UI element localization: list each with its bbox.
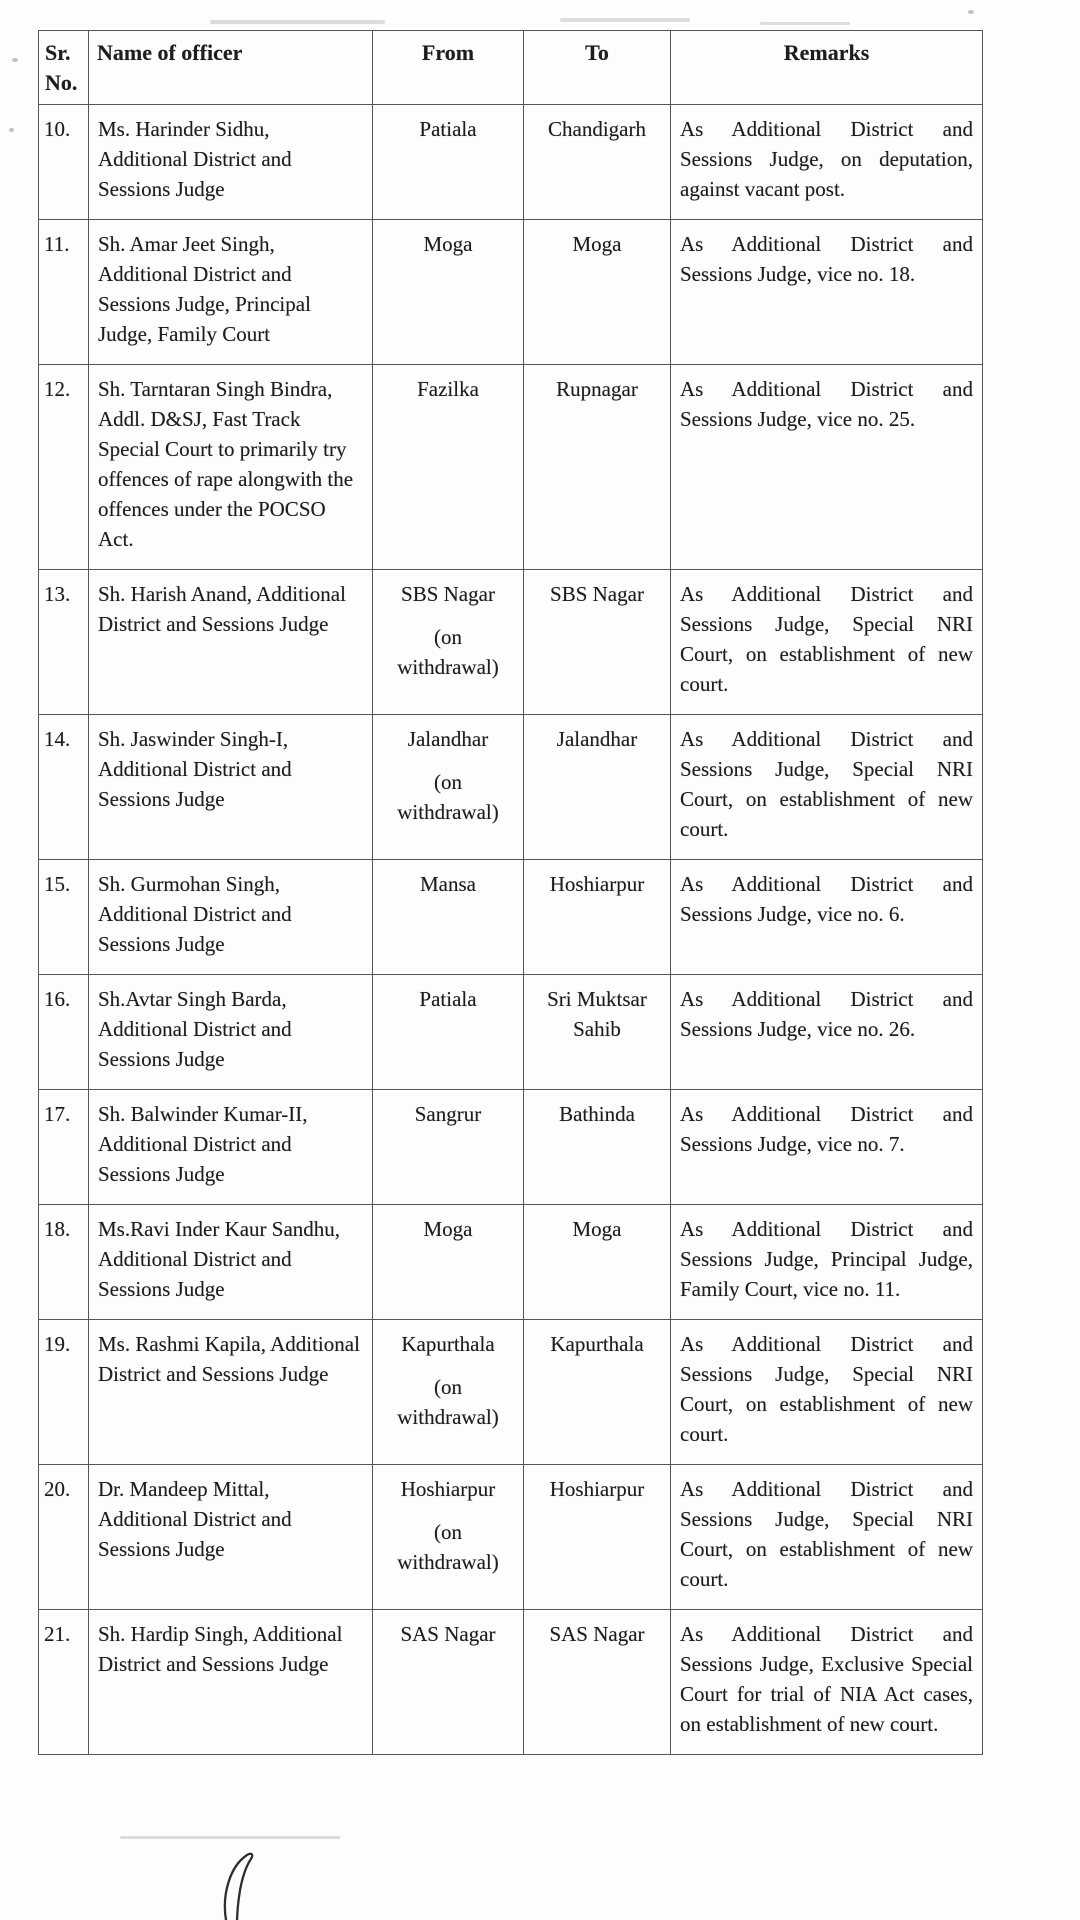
cell-sr: 17. [39,1090,89,1205]
scan-smudge [760,22,850,25]
cell-sr: 10. [39,105,89,220]
from-withdrawal-note: (on withdrawal) [397,1375,499,1429]
cell-from [373,1090,524,1205]
table-body [39,105,983,1755]
table-row [39,975,983,1090]
from-location: Mansa [420,872,476,896]
cell-to: Moga [524,1205,671,1320]
cell-officer-name: Sh.Avtar Singh Barda, Additional District and Sessions Judge [89,975,373,1090]
table-row [39,1090,983,1205]
table-row [39,860,983,975]
cell-sr: 21. [39,1610,89,1755]
cell-sr: 14. [39,715,89,860]
cell-officer-name: Sh. Jaswinder Singh-I, Additional District and Sessions Judge [89,715,373,860]
cell-from [373,975,524,1090]
from-location: Moga [423,232,473,256]
cell-to: Hoshiarpur [524,860,671,975]
scan-smudge [120,1836,340,1839]
cell-to: Sri Muktsar Sahib [524,975,671,1090]
scan-speck [12,58,18,62]
cell-to: Jalandhar [524,715,671,860]
table-row [39,1205,983,1320]
table-row [39,570,983,715]
cell-from [373,1465,524,1610]
cell-officer-name: Sh. Tarntaran Singh Bindra, Addl. D&SJ, Fast Track Special Court to primarily try offences of rape alongwith the offences under the POCSO Act. [89,365,373,570]
cell-sr: 11. [39,220,89,365]
cell-from [373,1205,524,1320]
cell-officer-name: Ms.Ravi Inder Kaur Sandhu, Additional District and Sessions Judge [89,1205,373,1320]
cell-remarks: As Additional District and Sessions Judge, vice no. 18. [671,220,983,365]
from-location: Fazilka [417,377,479,401]
table-row [39,105,983,220]
from-location: Kapurthala [401,1332,495,1356]
cell-officer-name: Ms. Rashmi Kapila, Additional District and Sessions Judge [89,1320,373,1465]
cell-remarks: As Additional District and Sessions Judge, Principal Judge, Family Court, vice no. 11. [671,1205,983,1320]
cell-sr: 18. [39,1205,89,1320]
cell-remarks: As Additional District and Sessions Judge, Special NRI Court, on establishment of new court. [671,1465,983,1610]
cell-from [373,1610,524,1755]
cell-sr: 20. [39,1465,89,1610]
cell-remarks: As Additional District and Sessions Judge, on deputation, against vacant post. [671,105,983,220]
table-row [39,715,983,860]
from-location: Jalandhar [407,727,489,751]
cell-officer-name: Dr. Mandeep Mittal, Additional District and Sessions Judge [89,1465,373,1610]
cell-to: Rupnagar [524,365,671,570]
cell-to: Bathinda [524,1090,671,1205]
cell-remarks: As Additional District and Sessions Judge, Special NRI Court, on establishment of new court. [671,570,983,715]
from-location: SAS Nagar [400,1622,496,1646]
header-row [39,31,983,105]
from-withdrawal-note: (on withdrawal) [397,1520,499,1574]
cell-from [373,220,524,365]
from-withdrawal-note: (on withdrawal) [397,625,499,679]
cell-remarks: As Additional District and Sessions Judge, vice no. 7. [671,1090,983,1205]
cell-officer-name: Sh. Balwinder Kumar-II, Additional District and Sessions Judge [89,1090,373,1205]
table-row [39,1465,983,1610]
scan-smudge [210,20,385,24]
table-row [39,365,983,570]
cell-to: Chandigarh [524,105,671,220]
cell-sr: 15. [39,860,89,975]
header-from: From [373,31,524,105]
header-remarks: Remarks [671,31,983,105]
cell-sr: 12. [39,365,89,570]
cell-to: Hoshiarpur [524,1465,671,1610]
cell-remarks: As Additional District and Sessions Judge, vice no. 6. [671,860,983,975]
cell-sr: 13. [39,570,89,715]
header-name: Name of officer [89,31,373,105]
cell-from [373,860,524,975]
cell-remarks: As Additional District and Sessions Judge, Special NRI Court, on establishment of new court. [671,715,983,860]
signature-stroke [212,1850,276,1920]
table-row [39,220,983,365]
cell-officer-name: Sh. Gurmohan Singh, Additional District and Sessions Judge [89,860,373,975]
transfer-table [38,30,983,1755]
table-header [39,31,983,105]
cell-officer-name: Sh. Harish Anand, Additional District and Sessions Judge [89,570,373,715]
cell-to: Moga [524,220,671,365]
cell-remarks: As Additional District and Sessions Judge, vice no. 25. [671,365,983,570]
scan-speck [9,128,14,132]
cell-from [373,105,524,220]
cell-sr: 16. [39,975,89,1090]
cell-officer-name: Sh. Hardip Singh, Additional District and Sessions Judge [89,1610,373,1755]
cell-from [373,570,524,715]
cell-to: SAS Nagar [524,1610,671,1755]
from-location: Patiala [419,987,477,1011]
from-location: Moga [423,1217,473,1241]
cell-from [373,715,524,860]
from-withdrawal-note: (on withdrawal) [397,770,499,824]
scan-speck [968,10,974,14]
header-sr: Sr. No. [39,31,89,105]
table-row [39,1610,983,1755]
from-location: Hoshiarpur [400,1477,496,1501]
from-location: Sangrur [414,1102,482,1126]
cell-to: Kapurthala [524,1320,671,1465]
cell-from [373,1320,524,1465]
cell-officer-name: Sh. Amar Jeet Singh, Additional District and Sessions Judge, Principal Judge, Family Court [89,220,373,365]
cell-remarks: As Additional District and Sessions Judge, Special NRI Court, on establishment of new court. [671,1320,983,1465]
scan-smudge [560,18,690,22]
cell-from [373,365,524,570]
from-location: SBS Nagar [401,582,495,606]
header-to: To [524,31,671,105]
cell-remarks: As Additional District and Sessions Judge, Exclusive Special Court for trial of NIA Act cases, on establishment of new court. [671,1610,983,1755]
cell-remarks: As Additional District and Sessions Judge, vice no. 26. [671,975,983,1090]
from-location: Patiala [419,117,477,141]
cell-to: SBS Nagar [524,570,671,715]
cell-sr: 19. [39,1320,89,1465]
cell-officer-name: Ms. Harinder Sidhu, Additional District and Sessions Judge [89,105,373,220]
table-row [39,1320,983,1465]
